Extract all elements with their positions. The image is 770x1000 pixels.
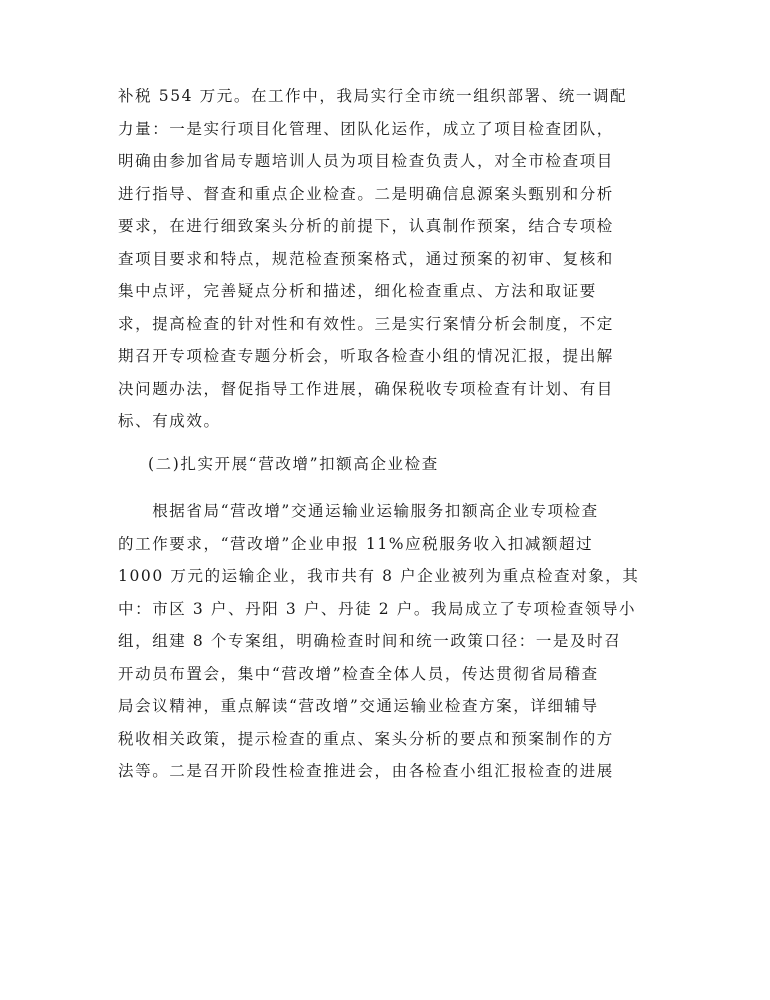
text-line: 进行指导、督查和重点企业检查。二是明确信息源案头甄别和分析 [118, 184, 614, 203]
text-line: 决问题办法，督促指导工作进展，确保税收专项检查有计划、有目 [118, 379, 614, 398]
text-line: 局会议精神，重点解读“营改增”交通运输业检查方案，详细辅导 [118, 697, 599, 715]
text-line: 明确由参加省局专题培训人员为项目检查负责人，对全市检查项目 [118, 152, 614, 170]
text-line: 中：市区 3 户、丹阳 3 户、丹徒 2 户。我局成立了专项检查领导小 [118, 599, 637, 618]
text-line: 组，组建 8 个专案组，明确检查时间和统一政策口径：一是及时召 [118, 632, 622, 650]
text-line: 要求，在进行细致案头分析的前提下，认真制作预案，结合专项检 [118, 217, 614, 235]
text-line: 期召开专项检查专题分析会，听取各检查小组的情况汇报，提出解 [118, 347, 614, 365]
paragraph-2 [118, 495, 658, 788]
text-line: 根据省局“营改增”交通运输业运输服务扣额高企业专项检查 [118, 502, 599, 520]
text-line: 补税 554 万元。在工作中，我局实行全市统一组织部署、统一调配 [118, 87, 628, 105]
text-line: 法等。二是召开阶段性检查推进会，由各检查小组汇报检查的进展 [118, 762, 614, 780]
text-line: 集中点评，完善疑点分析和描述，细化检查重点、方法和取证要 [118, 282, 597, 300]
text-line: 税收相关政策，提示检查的重点、案头分析的要点和预案制作的方 [118, 729, 614, 748]
text-line: 力量：一是实行项目化管理、团队化运作，成立了项目检查团队， [118, 119, 614, 138]
text-line: 开动员布置会，集中“营改增”检查全体人员，传达贯彻省局稽查 [118, 664, 599, 683]
section-heading: (二)扎实开展“营改增”扣额高企业检查 [148, 454, 439, 473]
paragraph-1 [118, 80, 658, 438]
text-line: 的工作要求，“营改增”企业申报 11%应税服务收入扣减额超过 [118, 534, 594, 553]
text-line: 查项目要求和特点，规范检查预案格式，通过预案的初审、复核和 [118, 249, 614, 268]
document-page [118, 80, 658, 788]
text-line: 标、有成效。 [118, 412, 221, 430]
text-line: 求，提高检查的针对性和有效性。三是实行案情分析会制度，不定 [118, 314, 614, 333]
text-line: 1000 万元的运输企业，我市共有 8 户企业被列为重点检查对象，其 [118, 567, 640, 585]
